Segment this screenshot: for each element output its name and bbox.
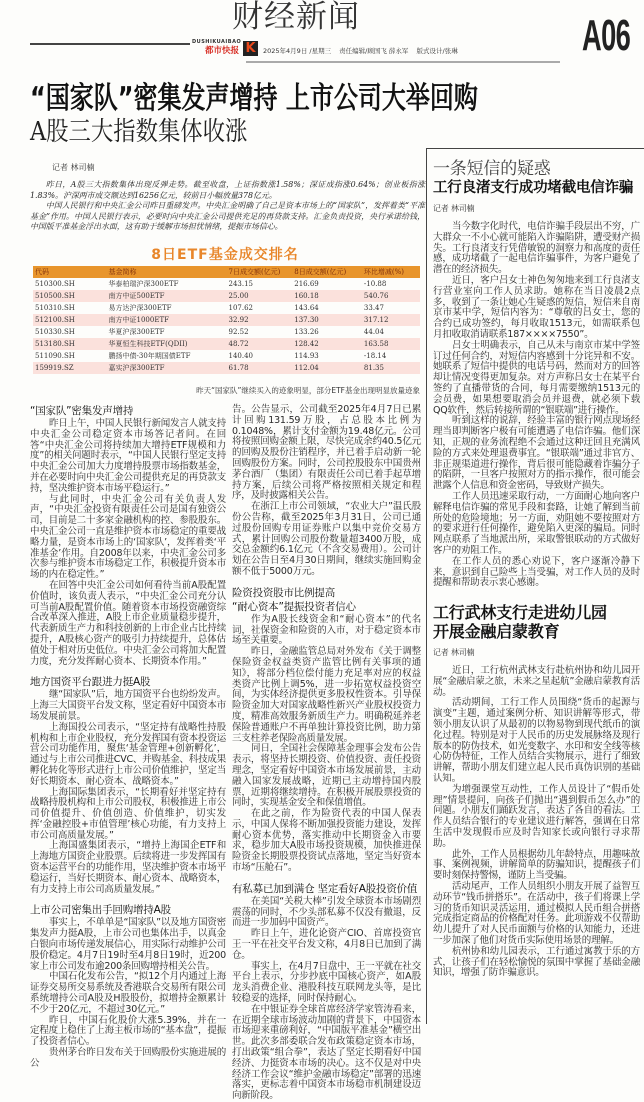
body-paragraph: 杭州协和幼儿园表示，工行通过寓教于乐的方式，让孩子们在轻松愉悦的氛围中掌握了基础金融知识，增强了防诈骗意识。 bbox=[433, 945, 640, 979]
section-heading: 有私募已加到满仓 坚定看好A股投资价值 bbox=[232, 882, 418, 895]
table-cell: 华泰柏瑞沪深300ETF bbox=[108, 280, 179, 288]
table-cell: 216.69 bbox=[294, 280, 319, 288]
body-paragraph: 同日，全国社会保障基金理事会发布公告表示，将坚持长期投资、价值投资、责任投资理念，坚定看好中国资本市场发展前景，主动融入国家发展战略，近期已主动增持国内股票，近期将继续增持。在积极开展股票投资的同时，实现基金安全和保值增值。 bbox=[232, 743, 421, 809]
issue-info bbox=[263, 48, 464, 55]
subheadline: A股三大指数集体收涨 bbox=[30, 117, 248, 147]
table-cell: 44.04 bbox=[363, 328, 384, 336]
section-heading: 上市公司密集出手回购增持A股 bbox=[30, 904, 171, 917]
table-cell: 317.12 bbox=[362, 314, 420, 326]
logo-k-icon: K bbox=[243, 41, 258, 56]
article-column-middle bbox=[232, 405, 421, 1102]
table-title: 8日ETF基金成交排名 bbox=[151, 247, 299, 263]
issue-date: 2025年4月9日 /星期三 bbox=[263, 47, 332, 55]
body-paragraph: 在工作人员的悉心劝说下，客户逐渐冷静下来，意识到自己险些上当受骗，对工作人员的及时提醒和帮助表示衷心感谢。 bbox=[433, 555, 640, 589]
table-cell: 510500.SH bbox=[33, 290, 107, 302]
body-paragraph: 在中银证券全球首席经济学家管涛看来，在近期全球市场波动加剧的背景下，中国资本市场迎来重磅利好，“中国版平准基金”横空出世。此次多部委联合发布政策稳定资本市场，打出政策“组合拳”，表达了坚定长期看好中国经济、力挺资本市场的决心。这不仅是对中央经济工作会议“维护金融市场稳定”部署的迅速落实，更标志着中国资本市场稳市机制建设迈向新阶段。 bbox=[232, 1003, 421, 1102]
side-article-kicker: 一条短信的疑惑 bbox=[433, 159, 551, 179]
section-heading: 险资投资股市比例提高 bbox=[232, 586, 335, 599]
byline: 记者 林司楠 bbox=[52, 163, 95, 172]
body-paragraph: 在美国“关税大棒”引发全球资本市场剧烈震荡的同时，不少头部私募不仅没有撤退，反而进一步加码中国资产。 bbox=[232, 895, 421, 929]
logo-name: 都市快报 bbox=[205, 46, 240, 56]
table-cell: 133.26 bbox=[294, 328, 319, 336]
body-paragraph: 与此同时，中央汇金公司有关负责人发声，“中央汇金投资有限责任公司是国有独资公司，目前是二十多家金融机构的控、参股股东。中央汇金公司一直是维护资本市场稳定的重要战略力量，是资本市场上的‘国家队’，发挥着类‘平准基金’作用。自2008年以来，中央汇金公司多次参与维护资本市场稳定工作，积极提升资本市场的内在稳定性。” bbox=[30, 493, 226, 581]
article-column-left bbox=[30, 405, 226, 1070]
table-cell: -18.14 bbox=[363, 352, 387, 360]
body-paragraph: 活动期间，工行工作人员围绕“货币的起源与演变”主题，通过案例分析、知识讲解等形式，带领小朋友认识了从最初的以物易物到现代纸币的演化过程。特别是对于人民币的历史发展脉络及现行版本的防伪技术，如光变数字、水印和安全线等核心防伪特征，工作人员结合实物展示，进行了细致讲解，帮助小朋友们建立起人民币真伪识别的基础认知。 bbox=[433, 697, 640, 785]
body-paragraph: 在此之前，作为险资代表的中国人保表示，中国人保将不断加强投资能力建设，发挥耐心资本优势，落实推动中长期资金入市要求，稳步加大A股市场投资规模，加快推进保险资金长期股票投资试点落地，坚定当好资本市场“压舱石”。 bbox=[232, 808, 421, 874]
table-cell: 48.72 bbox=[226, 338, 292, 350]
lead-paragraph: 中国人民银行和中央汇金公司昨日重磅发声。中央汇金明确了自己是资本市场上的“国家队”，发挥着类“平准基金”作用。中国人民银行表示，必要时向中央汇金公司提供充足的再贷款支持。汇金负责投资，央行承诺给钱，中国版平准基金浮出水面，这有助于缓解市场担忧情绪，提振市场信心。 bbox=[30, 201, 425, 231]
column-divider bbox=[426, 148, 427, 1024]
column-header: 环比增减(%) bbox=[362, 266, 420, 278]
table-cell: 25.00 bbox=[226, 290, 292, 302]
body-paragraph: 事实上，不单单是“国家队”以及地方国资密集发声力挺A股，上市公司也集体出手，以真金白银向市场传递发展信心，用实际行动维护公司股价稳定。4月7日19时至4月8日19时，近200家上市公司发布逾200条回购增持相关公告。 bbox=[30, 917, 226, 972]
body-paragraph: 昨日上午，进化论资产CIO、首席投资官王一平在社交平台发文称，4月8日已加到了满仓。 bbox=[232, 928, 421, 961]
table-cell: 163.58 bbox=[362, 338, 420, 350]
body-paragraph: 近日，工行杭州武林支行赴杭州协和幼儿园开展“金融启蒙之旅，未来之星起航”金融启蒙教育活动。 bbox=[433, 665, 640, 698]
section-title: 财经新闻 bbox=[232, 0, 360, 35]
table-row bbox=[33, 338, 420, 350]
etf-ranking-table bbox=[33, 266, 420, 374]
masthead-rule bbox=[30, 43, 190, 45]
table-cell: 81.35 bbox=[362, 362, 420, 374]
body-paragraph: 告。公告显示，公司截至2025年4月7日已累计回购131.59万股，占总股本比例为0.1048%，累计支付金额为19.48亿元。公司将按照回购金额上限，尽快完成余约40.5亿元的回购及股份注销程序，并已着手启动新一轮回购股份方案。同时，公司控股股东中国贵州茅台酒厂（集团）有限责任公司已着手起草增持方案，后续公司将严格按照相关规定和程序，及时披露相关公告。 bbox=[232, 404, 421, 502]
body-paragraph: 为增强课堂互动性，工作人员设计了“假币处理”情景提问，向孩子们抛出“遇到假币怎么办”的问题。小朋友们踊跃发言，表达了各自的看法。工作人员结合银行的专业建议进行解答，强调在日常生活中发现假币应及时告知家长或向银行寻求帮助。 bbox=[433, 783, 640, 849]
table-row bbox=[33, 278, 420, 290]
body-paragraph: 昨日上午，中国人民银行新闻发言人就支持中央汇金公司稳定资本市场答记者问。在回答“中央汇金公司将持续加大增持ETF规模和力度”的相关问题时表示，“中国人民银行坚定支持中央汇金公司加大力度增持股票市场指数基金，并在必要时向中央汇金公司提供充足的再贷款支持，坚决维护资本市场平稳运行。” bbox=[30, 418, 226, 494]
table-cell: 513180.SH bbox=[33, 338, 107, 350]
page-number: A06 bbox=[582, 11, 631, 60]
table-cell: 92.52 bbox=[228, 328, 249, 336]
table-cell: 137.30 bbox=[292, 314, 362, 326]
body-paragraph: 中国石化发布公告，“拟12个月内通过上海证券交易所交易系统及香港联合交易所有限公司系统增持公司A股及H股股份，拟增持金额累计不少于20亿元，不超过30亿元。” bbox=[30, 971, 226, 1015]
sidebar-articles bbox=[433, 160, 640, 979]
masthead-underline bbox=[246, 61, 560, 63]
body-paragraph: 昨日，中国石化股价大涨5.39%，并在一定程度上稳住了上海主板市场的“基本盘”，提振了投资者信心。 bbox=[30, 1014, 226, 1048]
body-paragraph: 上海国盛集团表示，“增持上海国企ETF和上海地方国资企业股票。后续将进一步发挥国有资本运营平台的功能作用，坚决维护资本市场平稳运行，当好长期资本、耐心资本、战略资本，有力支持上市公司高质量发展。” bbox=[30, 840, 226, 895]
body-paragraph: 当今数字化时代，电信诈骗手段层出不穷，广大群众一不小心就可能陷入诈骗陷阱，遭受财产损失。工行良渚支行凭借敏锐的洞察力和高度的责任感，成功堵截了一起电信诈骗事件，为客户避免了潜在的经济损失。 bbox=[433, 221, 640, 276]
table-cell: -10.88 bbox=[363, 280, 387, 288]
body-paragraph: 在浙江上市公司领域，“农业大户”温氏股份公告称，截至2025年3月31日，公司已通过股份回购专用证券账户以集中竞价交易方式，累计回购公司股份数量超3400万股，成交总金额约6.1亿元（不含交易费用）。公司计划在公告日至4月30日期间，继续实施回购金额不低于5000万元。 bbox=[232, 501, 421, 577]
body-paragraph: 继“国家队”后，地方国资平台也纷纷发声。上海三大国资平台发文称，坚定看好中国资本市场发展前景。 bbox=[30, 689, 226, 722]
table-cell: 140.40 bbox=[228, 352, 253, 360]
body-paragraph: 此外，工作人员根据幼儿年龄特点，用趣味故事、案例视频，讲解简单的防骗知识，提醒孩子们要时刻保持警惕，谨防上当受骗。 bbox=[433, 848, 640, 882]
column-header: 7日成交额(亿元) bbox=[226, 266, 292, 278]
side-article-title: 工行良渚支行成功堵截电信诈骗 bbox=[433, 180, 634, 196]
column-header: 代码 bbox=[33, 266, 107, 278]
table-cell: 510300.SH bbox=[35, 280, 75, 288]
table-caption: 昨天“国家队”继续买入的迹象明显，部分ETF基金出现明显放量迹象 bbox=[196, 386, 420, 395]
side-article-title-line: 开展金融启蒙教育 bbox=[433, 622, 560, 642]
table-row bbox=[33, 290, 420, 302]
table-cell: 510310.SH bbox=[35, 304, 75, 312]
table-cell: 160.18 bbox=[292, 290, 362, 302]
table-row bbox=[33, 326, 420, 338]
table-row bbox=[33, 362, 420, 374]
table-cell: 128.42 bbox=[292, 338, 362, 350]
table-cell: 112.04 bbox=[292, 362, 362, 374]
lead-paragraphs bbox=[30, 180, 425, 233]
side-article-title-line: 工行武林支行走进幼儿园 bbox=[433, 603, 607, 623]
side-article-byline: 记者 林司楠 bbox=[433, 648, 475, 658]
table-cell: 510330.SH bbox=[35, 328, 75, 336]
issue-designer: 版式设计/张琳 bbox=[416, 47, 458, 55]
body-paragraph: 作为A股长线资金和“耐心资本”的代名词，社保资金和险资的入市，对于稳定资本市场至关重要。 bbox=[232, 613, 421, 647]
table-cell: 华夏恒生科技ETF(QDII) bbox=[107, 338, 227, 350]
body-paragraph: 贵州茅台昨日发布关于回购股份实施进展的公 bbox=[30, 1047, 226, 1069]
lead-paragraph: 昨日，A股三大指数集体出现反弹走势。截至收盘，上证指数涨1.58%；深证成指涨0.64%；创业板指涨1.83%。沪深两市成交额达到16256亿元，较前日小幅放量378亿元。 bbox=[30, 180, 425, 200]
side-article-byline: 记者 林司楠 bbox=[433, 204, 475, 213]
table-cell: 511090.SH bbox=[35, 352, 75, 360]
body-paragraph: 昨日，金融监管总局对外发布《关于调整保险资金权益类资产监管比例有关事项的通知》，将部分档位偿付能力充足率对应的权益类资产比例上调5%，进一步拓宽权益投资空间，为实体经济提供更多股权性资本。引导保险资金加大对国家战略性新兴产业股权投资力度，精准高效服务新质生产力。明确税延养老保险普通账户不再单独计算投资比例，助力第三支柱养老保险高质量发展。 bbox=[232, 646, 421, 744]
table-cell: 512100.SH bbox=[33, 314, 107, 326]
section-heading: “国家队”密集发声增持 bbox=[30, 405, 134, 417]
side-article-title bbox=[433, 603, 640, 641]
issue-editors: 责任编辑/顾国飞 薛永军 bbox=[339, 47, 409, 55]
section-heading: “耐心资本”提振投资者信心 bbox=[232, 600, 356, 613]
table-cell: 33.47 bbox=[363, 304, 384, 312]
table-cell: 嘉实沪深300ETF bbox=[107, 362, 227, 374]
column-header: 8日成交额(亿元) bbox=[292, 266, 362, 278]
table-row bbox=[33, 350, 420, 362]
table-cell: 61.78 bbox=[226, 362, 292, 374]
sidebar-top-rule bbox=[426, 148, 644, 149]
table-cell: 159919.SZ bbox=[33, 362, 107, 374]
table-cell: 易方达沪深300ETF bbox=[108, 304, 172, 312]
table-cell: 114.93 bbox=[294, 352, 319, 360]
table-cell: 鹏扬中债-30年期国债ETF bbox=[108, 352, 191, 360]
table-cell: 华夏沪深300ETF bbox=[108, 328, 165, 336]
table-cell: 南方中证1000ETF bbox=[107, 314, 227, 326]
table-header-row bbox=[33, 266, 420, 278]
table-row bbox=[33, 302, 420, 314]
body-paragraph: 工作人员迅速采取行动，一方面耐心地向客户解释电信诈骗的常见手段和套路，让她了解到当前所处的危险境地；另一方面，劝阻她不要按照对方的要求进行任何操作，避免陷入更深的骗局。同时网点联系了当地派出所，采取警银联动的方式做好客户的劝阻工作。 bbox=[433, 490, 640, 556]
body-paragraph: 吕女士明确表示，自己从未与南京市某中学签订过任何合约，对短信内容感到十分诧异和不安。她联系了短信中提供的电话号码，然而对方的回答却让情况变得更加复杂。对方声称吕女士在某平台签约了直播带货的合同，每月需要缴纳1513元的会员费，如果想要取消会员并退费，就必须下载QQ软件，然后转接所谓的“银联端”进行操作。 bbox=[433, 339, 640, 416]
table-cell: 107.62 bbox=[228, 304, 253, 312]
body-paragraph: 听到这样的说辞，经验丰富的银行网点现场经理当即判断客户极有可能遭遇了电信诈骗。他们深知，正规的业务流程绝不会通过这种迂回且充满风险的方式来处理退费事宜。“银联端”通过非官方、非正规渠道进行操作，背后很可能隐藏着诈骗分子的陷阱，一旦客户按照对方的指示操作，很可能会泄露个人信息和资金密码，导致财产损失。 bbox=[433, 415, 640, 492]
logo-pinyin: DUSHIKUAIBAO bbox=[192, 39, 242, 45]
body-paragraph: 事实上，在4月7日盘中，王一平就在社交平台上表示，分步抄底中国核心资产，如A股龙头消费企业、港股科技互联网龙头等，是比较稳妥的选择，同时保持耐心。 bbox=[232, 960, 421, 1005]
body-paragraph: 在回答中央汇金公司如何看待当前A股配置价值时，该负责人表示，“中央汇金公司充分认可当前A股配置价值。随着资本市场投资融资综合改革深入推进，A股上市企业质量稳步提升，代表新质生产力和科技创新的上市企业占比持续提升，A股核心资产的吸引力持续提升，总体估值处于相对历史低位。中央汇金公司将加大配置力度，充分发挥耐心资本、长期资本作用。” bbox=[30, 579, 226, 667]
table-cell: 243.15 bbox=[228, 280, 253, 288]
body-paragraph: 近日，客户吕女士神色匆匆地来到工行良渚支行营业室向工作人员求助。她称在当日凌晨2点多，收到了一条让她心生疑惑的短信，短信来自南京市某中学，短信内容为：“尊敬的吕女士，您的合约已成功签约，每月收取1513元，如需联系包月扣收取消请联系187××××7550”。 bbox=[433, 274, 640, 340]
headline: “国家队”密集发声增持 上市公司大举回购 bbox=[30, 81, 478, 116]
table-cell: 143.64 bbox=[294, 304, 319, 312]
table-cell: 南方中证500ETF bbox=[107, 290, 227, 302]
table-cell: 540.76 bbox=[362, 290, 420, 302]
body-paragraph: 上海国投公司表示，“坚定持有战略性持股机构和上市企业股权，充分发挥国有资本投资运营公司功能作用，聚焦‘基金管理+创新孵化’，通过与上市公司推进CVC、并购基金、科技成果孵化转化等形式进行上市公司价值维护，坚定当好长期资本、耐心资本、战略资本。” bbox=[30, 721, 226, 787]
section-heading: 地方国资平台跟进力挺A股 bbox=[30, 676, 151, 689]
column-header: 基金简称 bbox=[107, 266, 227, 278]
body-paragraph: 活动尾声，工作人员组织小朋友开展了益智互动环节“钱币拼搭乐”。在活动中，孩子们将课上学习的货币知识灵活运用，通过模拟人民币组合拼搭完成指定商品的价格配对任务。此项游戏不仅帮助幼儿提升了对人民币面额与价格的认知能力，还进一步加深了他们对货币实际使用场景的理解。 bbox=[433, 881, 640, 947]
body-paragraph: 上海国际集团表示，“长期看好并坚定持有战略持股机构和上市公司股权，积极推进上市公司价值提升、价值创造、价值维护，切实发挥‘金融控股+市值管理’核心功能，有力支持上市公司高质量发展。” bbox=[30, 786, 226, 841]
table-cell: 32.92 bbox=[226, 314, 292, 326]
table-row bbox=[33, 314, 420, 326]
